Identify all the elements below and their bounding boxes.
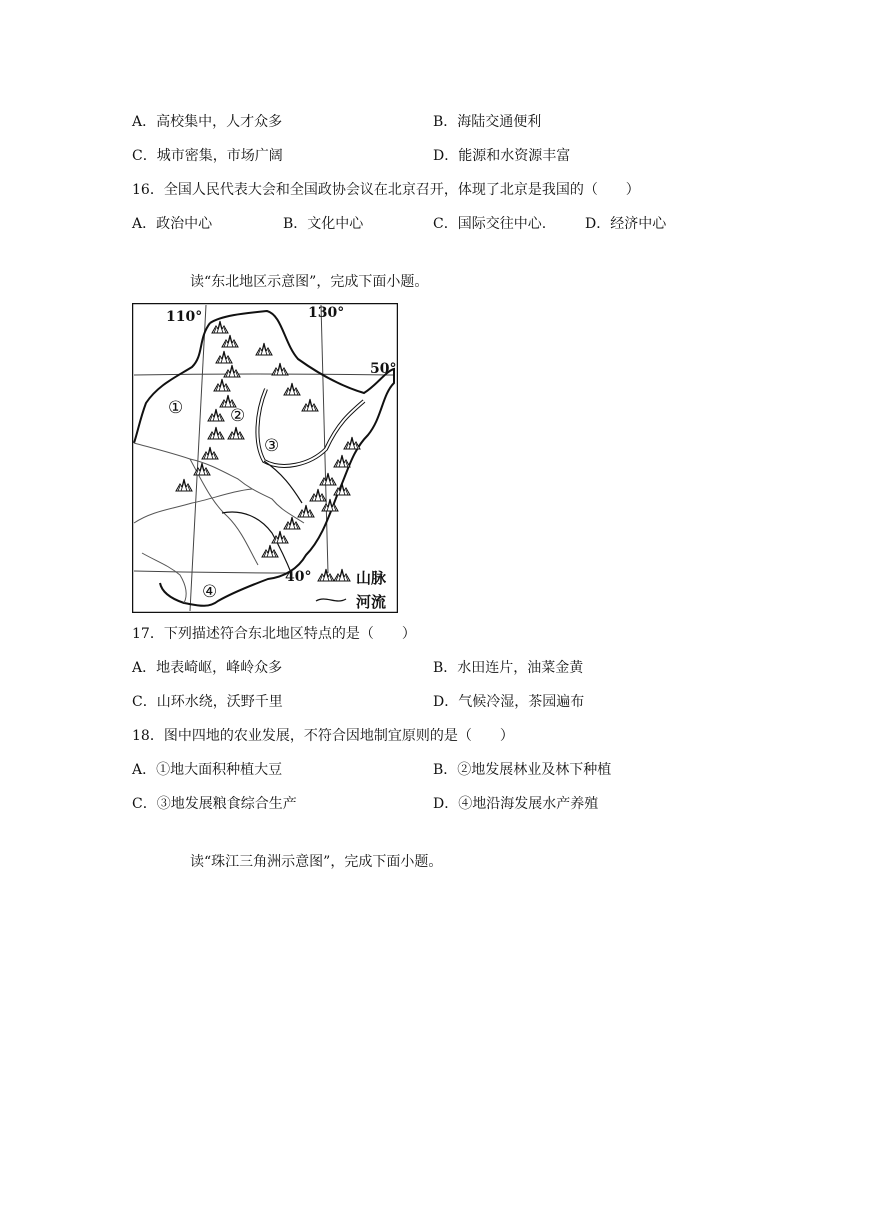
region-3-label: ③: [264, 436, 280, 456]
q17-option-b: B．水田连片，油菜金黄: [433, 660, 584, 676]
q18-option-a: A．①地大面积种植大豆: [132, 762, 283, 778]
q15-option-c: C．城市密集，市场广阔: [132, 148, 283, 164]
q16-option-a: A．政治中心: [132, 216, 213, 232]
q16-stem: 16．全国人民代表大会和全国政协会议在北京召开，体现了北京是我国的（ ）: [132, 182, 640, 198]
q17-stem: 17．下列描述符合东北地区特点的是（ ）: [132, 626, 416, 642]
q15-option-d: D．能源和水资源丰富: [433, 148, 571, 164]
lon-label-130: 130°: [308, 305, 345, 321]
q17-option-c: C．山环水绕，沃野千里: [132, 694, 283, 710]
q16-option-d: D．经济中心: [585, 216, 667, 232]
q17-option-d: D．气候冷湿，茶园遍布: [433, 694, 585, 710]
lon-label-110: 110°: [166, 309, 203, 325]
intro-pearl-river-delta: 读“珠江三角洲示意图”，完成下面小题。: [190, 854, 443, 870]
q18-option-b: B．②地发展林业及林下种植: [433, 762, 612, 778]
q16-option-b: B．文化中心: [283, 216, 364, 232]
region-2-label: ②: [230, 406, 246, 426]
q18-stem: 18．图中四地的农业发展，不符合因地制宜原则的是（ ）: [132, 728, 514, 744]
q17-option-a: A．地表崎岖，峰岭众多: [132, 660, 283, 676]
legend-mountain-label: 山脉: [356, 569, 387, 587]
q16-option-c: C．国际交往中心.: [433, 216, 547, 232]
lat-label-50: 50°: [370, 361, 397, 377]
q15-option-a: A．高校集中，人才众多: [132, 114, 283, 130]
q18-option-c: C．③地发展粮食综合生产: [132, 796, 297, 812]
region-1-label: ①: [168, 398, 184, 418]
region-4-label: ④: [202, 582, 218, 602]
q15-option-b: B．海陆交通便利: [433, 114, 542, 130]
legend-river-label: 河流: [356, 593, 387, 611]
northeast-map: [132, 303, 398, 613]
q18-option-d: D．④地沿海发展水产养殖: [433, 796, 599, 812]
intro-northeast: 读“东北地区示意图”，完成下面小题。: [190, 274, 429, 290]
lat-label-40: 40°: [285, 569, 312, 585]
